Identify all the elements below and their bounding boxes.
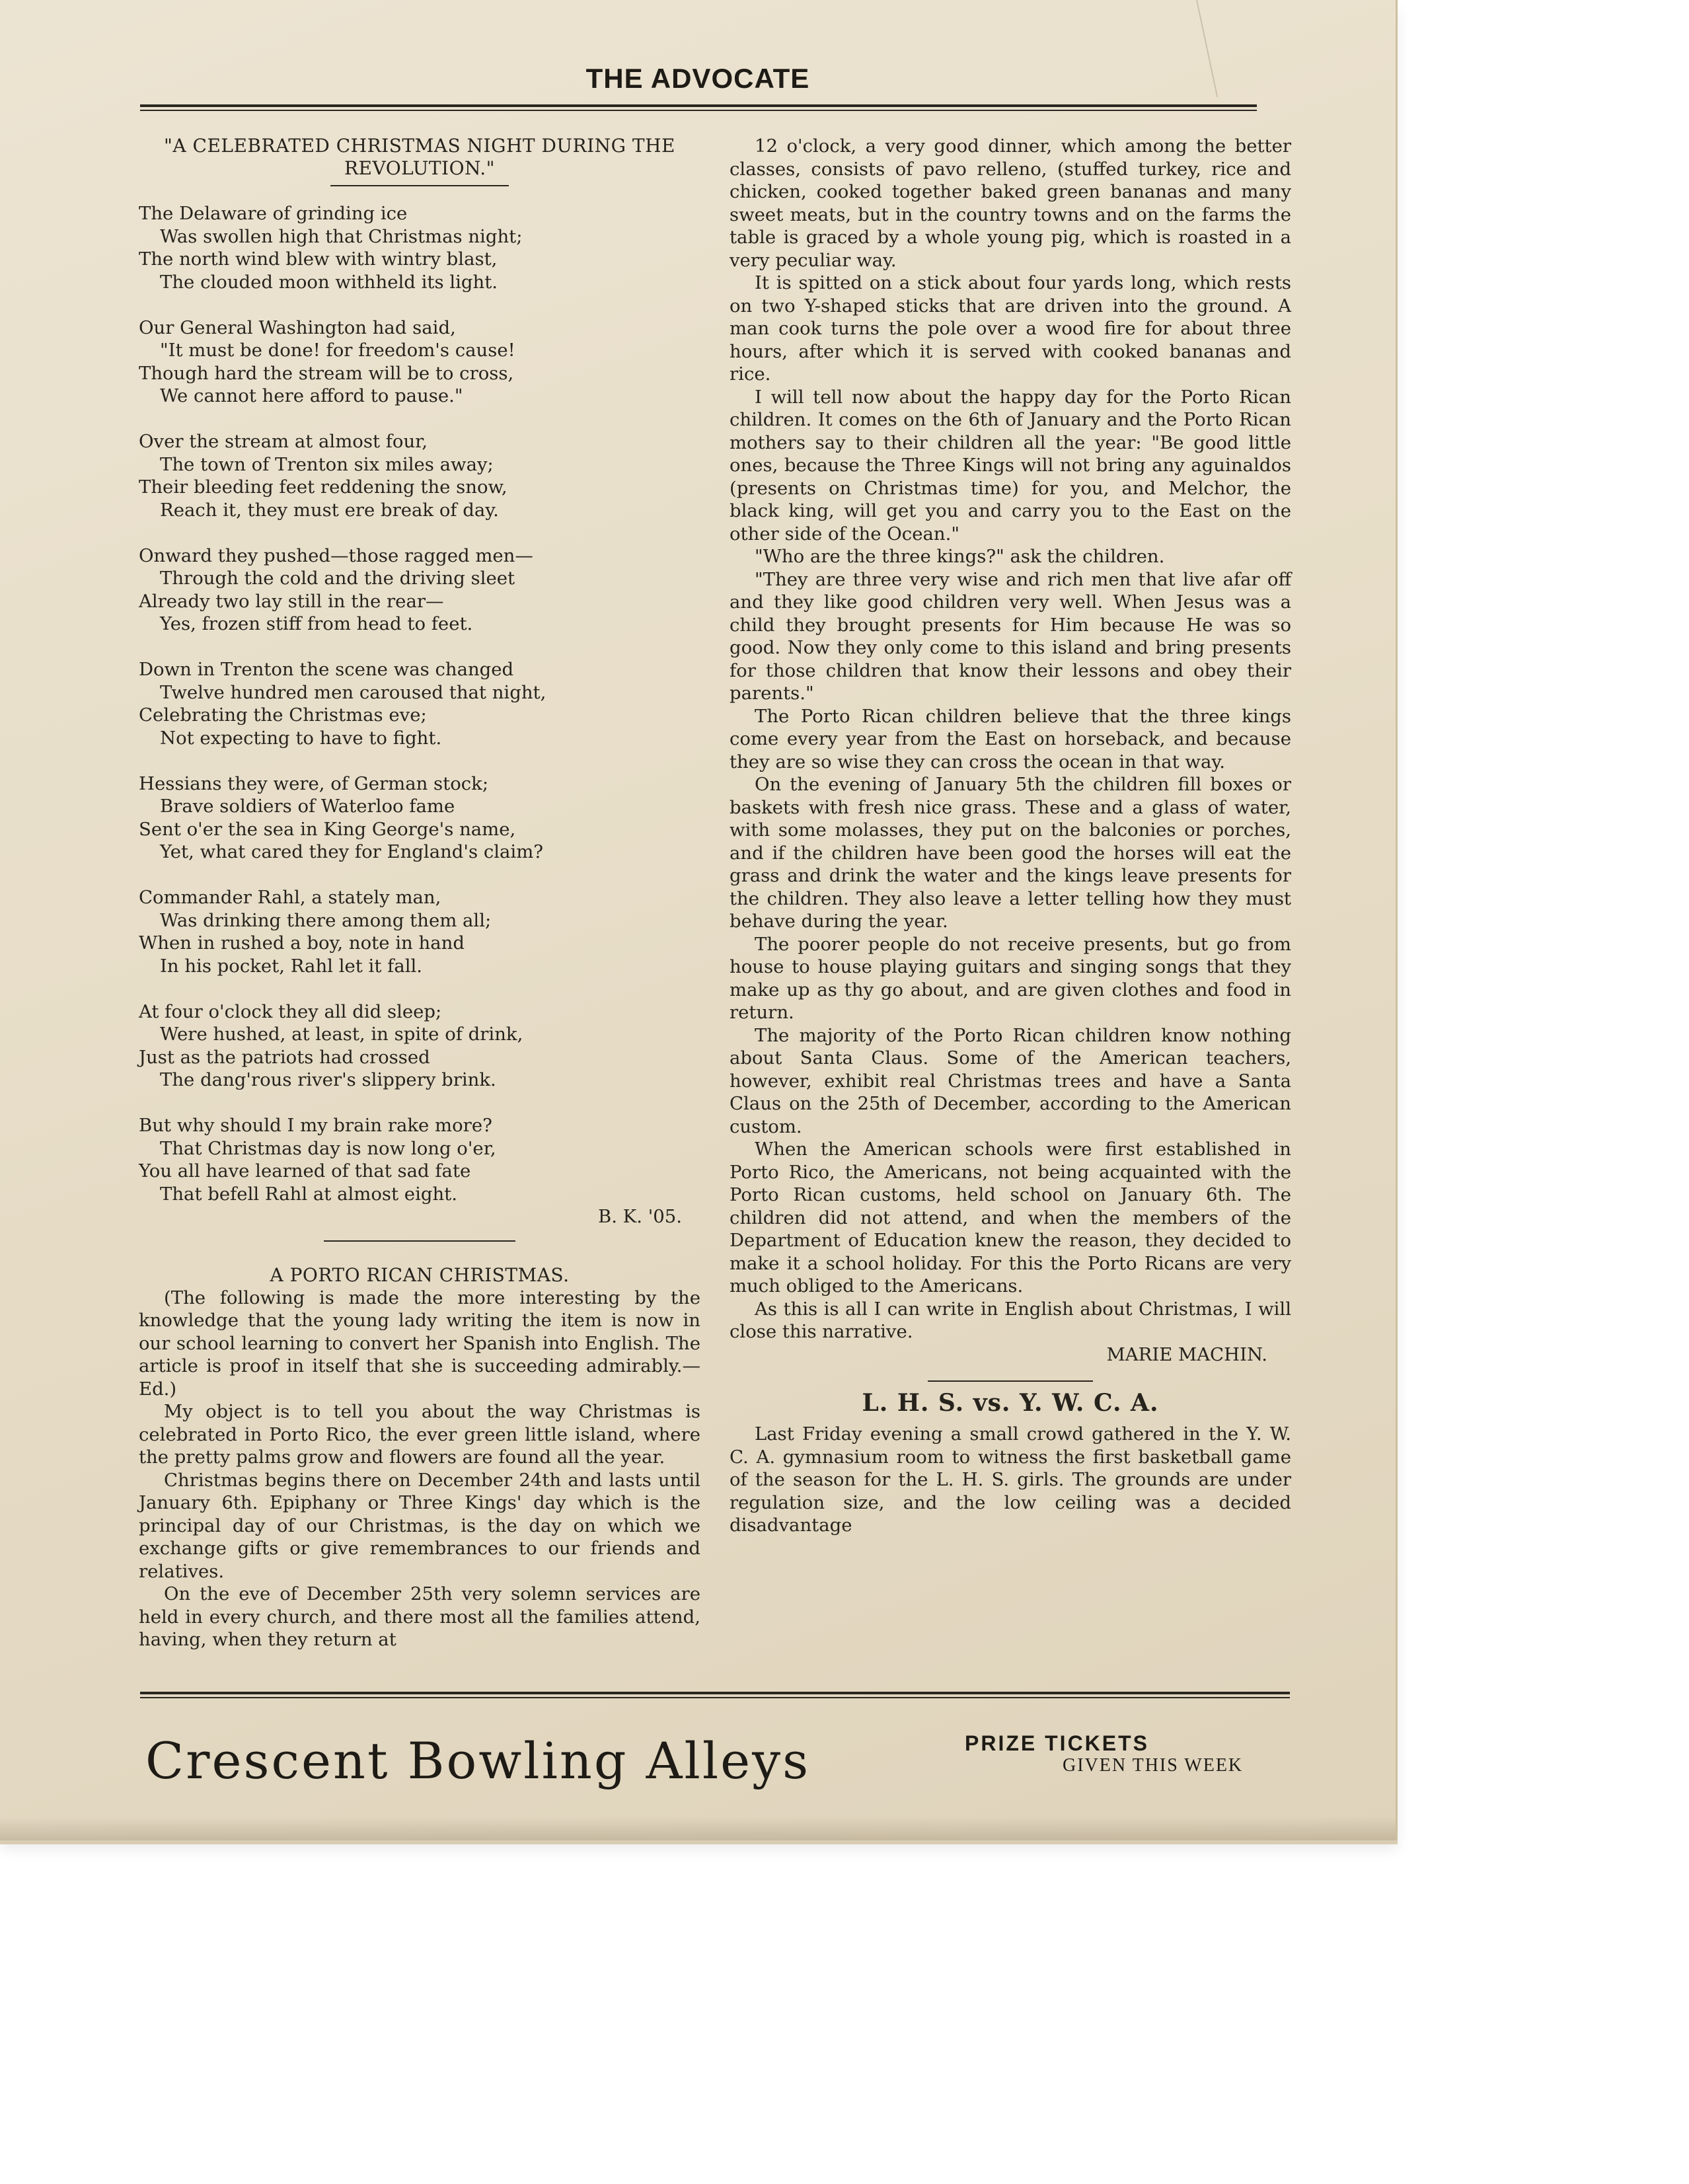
article-paragraph: On the eve of December 25th very solemn services are held in every church, and there most all the families attend, having, when they return at xyxy=(139,1583,700,1650)
masthead-rule-thin xyxy=(140,110,1257,111)
poem-line: But why should I my brain rake more? xyxy=(139,1115,492,1136)
poem-line: Was drinking there among them all; xyxy=(160,909,492,931)
article-paragraph: On the evening of January 5th the children fill boxes or baskets with fresh nice grass. These and a glass of water, with some molasses, they put on the balconies or porches, and if the children have been good the horses will eat the grass and drink the water and the kings leave presents for the children. They also leave a letter telling how they must behave during the year. xyxy=(730,774,1291,932)
poem-line: At four o'clock they all did sleep; xyxy=(139,1000,442,1022)
poem-line: The north wind blew with wintry blast, xyxy=(139,248,498,270)
article-paragraph: (The following is made the more interesting by the knowledge that the young lady writing the item is now in our school learning to convert her Spanish into English. The article is proof in itself that she is succeeding admirably.—Ed.) xyxy=(139,1287,700,1400)
poem-line: Not expecting to have to fight. xyxy=(160,727,442,749)
poem-stanza xyxy=(139,202,700,293)
poem-stanza xyxy=(139,1114,700,1205)
article-paragraph: The majority of the Porto Rican children know nothing about Santa Claus. Some of the American teachers, however, exhibit real Christmas trees and have a Santa Claus on the 25th of December, according to the American custom. xyxy=(730,1024,1291,1137)
article-paragraph: When the American schools were first established in Porto Rico, the Americans, not being acquainted with the Porto Rican customs, held school on January 6th. The children did not attend, and when the members of the Department of Education knew the reason, they decided to make it a school holiday. For this the Porto Ricans are very much obliged to the Americans. xyxy=(730,1139,1291,1297)
article-paragraph: "Who are the three kings?" ask the children. xyxy=(755,546,1165,567)
article-column-2 xyxy=(730,135,1291,1343)
poem-line: Brave soldiers of Waterloo fame xyxy=(160,796,455,817)
article-paragraph: Christmas begins there on December 24th and lasts until January 6th. Epiphany or Three Kings' day which is the principal day of our Christmas, is the day on which we exchange gifts or give remembrances to our friends and relatives. xyxy=(139,1469,700,1582)
poem-line: When in rushed a boy, note in hand xyxy=(139,932,465,954)
poem-stanza xyxy=(139,886,700,977)
poem-line: You all have learned of that sad fate xyxy=(139,1160,471,1182)
footer-rule xyxy=(140,1692,1290,1694)
article-paragraph: My object is to tell you about the way Christmas is celebrated in Porto Rico, the ever green little island, where the pretty palms grow and flowers are found all the year. xyxy=(139,1401,700,1468)
poem-line: Twelve hundred men caroused that night, xyxy=(160,681,546,703)
poem-line: The clouded moon withheld its light. xyxy=(160,271,498,293)
poem-stanza xyxy=(139,1000,700,1092)
poem-title: "A CELEBRATED CHRISTMAS NIGHT DURING THE REVOLUTION." xyxy=(164,135,675,179)
poem-stanza xyxy=(139,772,700,864)
poem-title-rule xyxy=(330,185,509,186)
poem-line: Just as the patriots had crossed xyxy=(139,1046,430,1068)
article-paragraph: "They are three very wise and rich men that live afar off and they like good children very well. When Jesus was a child they brought presents for Him because He was so good. Now they only come to this island and bring presents for those children that know their lessons and obey their parents." xyxy=(730,568,1291,704)
poem-line: Yes, frozen stiff from head to feet. xyxy=(160,613,473,634)
poem-stanza xyxy=(139,317,700,408)
article-paragraph: 12 o'clock, a very good dinner, which among the better classes, consists of pavo relleno, (stuffed turkey, rice and chicken, cooked together baked green bananas and many sweet meats, but in the country towns and on the farms the table is graced by a whole young pig, which is roasted in a very peculiar way. xyxy=(730,135,1291,271)
masthead-title: THE ADVOCATE xyxy=(585,63,810,94)
poem-line: Down in Trenton the scene was changed xyxy=(139,659,514,680)
poem-stanza xyxy=(139,545,700,636)
poem-line: "It must be done! for freedom's cause! xyxy=(160,340,515,361)
poem-line: Were hushed, at least, in spite of drink, xyxy=(160,1024,523,1045)
poem-line: Celebrating the Christmas eve; xyxy=(139,704,427,726)
article-paragraph: I will tell now about the happy day for the Porto Rican children. It comes on the 6th of January and the Porto Rican mothers say to their children all the year: "Be good little ones, because the Three Kings will not bring any aguinaldos (presents on Christmas time) for you, and Melchor, the black king, will get you and carry you to the East on the other side of the Ocean." xyxy=(730,386,1291,545)
article-end-rule xyxy=(928,1380,1093,1382)
article-paragraph: The poorer people do not receive presents, but go from house to house playing guitars and singing songs that they make up as thy go about, and are given clothes and food in return. xyxy=(730,933,1291,1023)
masthead-rule xyxy=(140,104,1257,107)
sports-title: L. H. S. vs. Y. W. C. A. xyxy=(862,1389,1159,1417)
poem-line: The Delaware of grinding ice xyxy=(139,203,408,224)
article-signature: MARIE MACHIN. xyxy=(1106,1343,1267,1365)
poem-line: Commander Rahl, a stately man, xyxy=(139,887,441,908)
poem-line: The dang'rous river's slippery brink. xyxy=(160,1069,496,1090)
article-title: A PORTO RICAN CHRISTMAS. xyxy=(270,1263,570,1286)
poem-signature: B. K. '05. xyxy=(597,1206,682,1227)
poem-end-rule xyxy=(324,1240,515,1242)
poem-line: Through the cold and the driving sleet xyxy=(160,568,515,589)
advertisement-name: Crescent Bowling Alleys xyxy=(145,1731,811,1790)
advertisement-subtagline: GIVEN THIS WEEK xyxy=(1063,1755,1244,1776)
poem-line: The town of Trenton six miles away; xyxy=(160,453,494,475)
article-paragraph: As this is all I can write in English about Christmas, I will close this narrative. xyxy=(730,1298,1291,1342)
poem-line: That befell Rahl at almost eight. xyxy=(160,1183,457,1205)
poem-line: Their bleeding feet reddening the snow, xyxy=(139,476,507,498)
poem-line: Was swollen high that Christmas night; xyxy=(160,225,523,247)
poem-stanza xyxy=(139,658,700,749)
article-paragraph: The Porto Rican children believe that the three kings come every year from the East on horseback, and because they are so wise they can cross the ocean in that way. xyxy=(730,705,1291,772)
poem-line: In his pocket, Rahl let it fall. xyxy=(160,955,423,977)
advertisement-tagline: PRIZE TICKETS xyxy=(965,1731,1150,1755)
poem-line: Already two lay still in the rear— xyxy=(139,590,444,612)
footer-rule-thin xyxy=(140,1697,1290,1698)
article-column-1 xyxy=(139,1287,700,1651)
poem-line: Sent o'er the sea in King George's name, xyxy=(139,818,516,840)
poem-line: That Christmas day is now long o'er, xyxy=(160,1137,496,1159)
article-paragraph: It is spitted on a stick about four yards long, which rests on two Y-shaped sticks that are driven into the ground. A man cook turns the pole over a wood fire for about three hours, after which it is served with cooked bananas and rice. xyxy=(730,272,1291,385)
poem-line: Though hard the stream will be to cross, xyxy=(139,362,514,384)
poem-line: Over the stream at almost four, xyxy=(139,431,428,452)
poem-stanza xyxy=(139,430,700,521)
poem-line: Yet, what cared they for England's claim? xyxy=(160,841,544,862)
sports-text: Last Friday evening a small crowd gathered in the Y. W. C. A. gymnasium room to witness the first basketball game of the season for the L. H. S. girls. The grounds are under regulation size, and the low ceiling was a decided disadvantage xyxy=(730,1423,1291,1536)
poem-line: Reach it, they must ere break of day. xyxy=(160,499,499,521)
right-column xyxy=(730,135,1291,1537)
poem-line: Our General Washington had said, xyxy=(139,317,456,338)
poem-line: Hessians they were, of German stock; xyxy=(139,772,489,794)
poem-line: We cannot here afford to pause." xyxy=(160,385,463,406)
poem-body xyxy=(139,202,700,1205)
poem-line: Onward they pushed—those ragged men— xyxy=(139,545,533,566)
left-column xyxy=(139,135,700,1651)
